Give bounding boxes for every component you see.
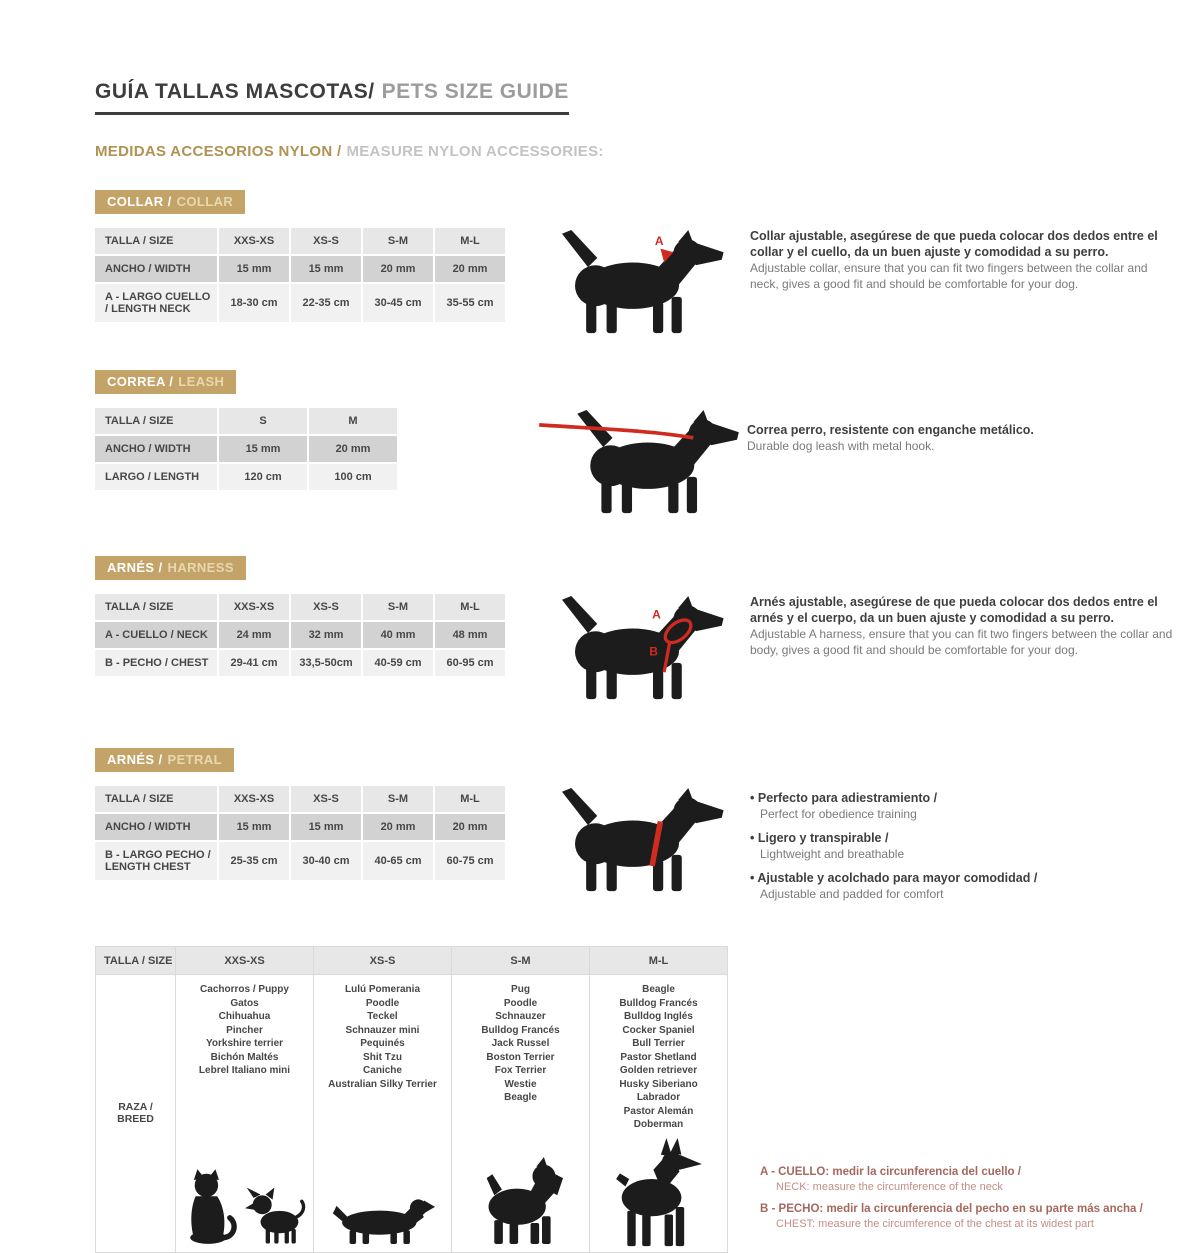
- breed-item: Jack Russel: [491, 1038, 550, 1049]
- cell-value: 15 mm: [219, 436, 307, 462]
- breed-item: Pastor Alemán: [623, 1105, 694, 1117]
- feature-es: • Ajustable y acolchado para mayor comodidad /: [750, 870, 1178, 886]
- harness-description: [750, 592, 1178, 658]
- col-header: XS-S: [291, 786, 361, 812]
- cell-value: 20 mm: [435, 256, 505, 282]
- col-header: M-L: [590, 947, 728, 975]
- col-header: TALLA / SIZE: [95, 594, 217, 620]
- breed-item: Caniche: [363, 1065, 402, 1076]
- section-petral: [95, 748, 1200, 910]
- feature-item: [750, 870, 1178, 902]
- table-row: [95, 650, 505, 676]
- cell-value: 60-75 cm: [435, 842, 505, 880]
- petral-features: [750, 784, 1178, 910]
- breed-item: Poodle: [503, 997, 538, 1009]
- harness-badge: [95, 556, 246, 580]
- row-label: A - LARGO CUELLO / LENGTH NECK: [95, 284, 217, 322]
- harness-badge-es: ARNÉS /: [107, 560, 163, 575]
- table-row: [95, 408, 397, 434]
- collar-badge: [95, 190, 245, 214]
- harness-size-table: [93, 592, 507, 678]
- leash-badge-en: LEASH: [178, 374, 225, 389]
- breeds-row-label: RAZA / BREED: [96, 975, 176, 1253]
- col-header: M-L: [435, 786, 505, 812]
- cell-value: 20 mm: [309, 436, 397, 462]
- breed-item: Pug: [511, 984, 530, 995]
- breed-item: Husky Siberiano: [619, 1078, 698, 1090]
- cell-value: 35-55 cm: [435, 284, 505, 322]
- dog-icon: [556, 788, 724, 892]
- cell-value: 22-35 cm: [291, 284, 361, 322]
- col-header: XS-S: [291, 228, 361, 254]
- breed-item: Bichón Maltés: [210, 1051, 279, 1063]
- chihuahua-icon: [245, 1187, 307, 1245]
- breeds-table: [95, 946, 728, 1253]
- table-row: [95, 284, 505, 322]
- feature-es: • Perfecto para adiestramiento /: [750, 790, 1178, 806]
- note-chest: [760, 1202, 1180, 1232]
- table-row: [95, 786, 505, 812]
- note-chest-es: B - PECHO: medir la circunferencia del pecho en su parte más ancha /: [760, 1202, 1143, 1215]
- cell-value: 30-40 cm: [291, 842, 361, 880]
- cell-value: 20 mm: [363, 814, 433, 840]
- col-header: TALLA / SIZE: [95, 408, 217, 434]
- note-neck-es: A - CUELLO: medir la circunferencia del cuello /: [760, 1165, 1021, 1178]
- breed-item: Doberman: [633, 1119, 684, 1130]
- breed-item: Yorkshire terrier: [205, 1038, 284, 1049]
- cell-value: 15 mm: [291, 814, 361, 840]
- breed-item: Gatos: [230, 997, 259, 1009]
- leash-description-en: Durable dog leash with metal hook.: [747, 439, 935, 453]
- leash-size-table: [93, 406, 399, 492]
- schnauzer-icon: [479, 1157, 563, 1245]
- breed-silhouettes: [592, 1138, 725, 1248]
- breed-list: [592, 983, 725, 1132]
- col-header: TALLA / SIZE: [96, 947, 176, 975]
- feature-es: • Ligero y transpirable /: [750, 830, 1178, 846]
- col-header: XXS-XS: [176, 947, 314, 975]
- col-header: TALLA / SIZE: [95, 228, 217, 254]
- col-header: S: [219, 408, 307, 434]
- row-label: ANCHO / WIDTH: [95, 256, 217, 282]
- col-header: XS-S: [314, 947, 452, 975]
- petral-dog-illustration: [507, 784, 742, 892]
- breed-list: [316, 983, 449, 1091]
- cell-value: 15 mm: [291, 256, 361, 282]
- row-label: ANCHO / WIDTH: [95, 436, 217, 462]
- breed-silhouettes: [454, 1157, 587, 1245]
- section-collar: [95, 190, 1200, 334]
- breed-item: Pastor Shetland: [620, 1051, 697, 1063]
- table-row: [96, 947, 728, 975]
- petral-badge-en: PETRAL: [167, 752, 222, 767]
- col-header: XXS-XS: [219, 786, 289, 812]
- section-leash: [95, 370, 1200, 514]
- dog-icon: [556, 596, 724, 700]
- breed-item: Pincher: [226, 1024, 263, 1036]
- page-subtitle-en: MEASURE NYLON ACCESSORIES:: [346, 143, 604, 160]
- doberman-icon: [611, 1138, 707, 1248]
- dachshund-icon: [331, 1191, 435, 1245]
- note-neck-en: NECK: measure the circumference of the neck: [776, 1180, 1003, 1193]
- leash-badge-es: CORREA /: [107, 374, 174, 389]
- cell-value: 15 mm: [219, 256, 289, 282]
- leash-description: [747, 406, 1175, 454]
- breed-item: Boston Terrier: [486, 1051, 555, 1063]
- breed-item: Cachorros / Puppy: [200, 984, 289, 995]
- col-header: M-L: [435, 228, 505, 254]
- table-row: [95, 622, 505, 648]
- breed-list: [178, 983, 311, 1078]
- cell-value: 20 mm: [435, 814, 505, 840]
- breed-item: Shit Tzu: [363, 1051, 402, 1063]
- cat-icon: [183, 1169, 237, 1245]
- breed-item: Bulldog Inglés: [624, 1011, 693, 1022]
- breed-item: Pequinés: [360, 1038, 405, 1049]
- col-header: M: [309, 408, 397, 434]
- cell-value: 18-30 cm: [219, 284, 289, 322]
- row-label: LARGO / LENGTH: [95, 464, 217, 490]
- breed-item: Schnauzer: [495, 1011, 546, 1022]
- harness-description-en: Adjustable A harness, ensure that you can fit two fingers between the collar and body, gives a good fit and should be comfortable for your dog.: [750, 627, 1173, 657]
- feature-item: [750, 790, 1178, 822]
- page-title-en: PETS SIZE GUIDE: [381, 80, 569, 103]
- cell-value: 120 cm: [219, 464, 307, 490]
- breed-item: Teckel: [367, 1011, 398, 1022]
- feature-item: [750, 830, 1178, 862]
- collar-description: [750, 226, 1178, 292]
- cell-value: 32 mm: [291, 622, 361, 648]
- leash-badge: [95, 370, 236, 394]
- dog-icon: [556, 230, 724, 334]
- cell-value: 29-41 cm: [219, 650, 289, 676]
- breed-silhouettes: [178, 1169, 311, 1245]
- col-header: S-M: [363, 228, 433, 254]
- collar-dog-illustration: [507, 226, 742, 334]
- feature-en: Perfect for obedience training: [760, 807, 917, 821]
- breeds-col-m-l: [590, 975, 728, 1253]
- cell-value: 30-45 cm: [363, 284, 433, 322]
- collar-badge-en: COLLAR: [176, 194, 234, 209]
- feature-en: Lightweight and breathable: [760, 847, 905, 861]
- table-row: [96, 975, 728, 1253]
- col-header: XXS-XS: [219, 228, 289, 254]
- col-header: XXS-XS: [219, 594, 289, 620]
- petral-badge-es: ARNÉS /: [107, 752, 163, 767]
- breed-item: Beagle: [504, 1092, 537, 1103]
- collar-badge-es: COLLAR /: [107, 194, 172, 209]
- petral-badge: [95, 748, 234, 772]
- marker-a-label: A: [654, 233, 664, 248]
- cell-value: 48 mm: [435, 622, 505, 648]
- breeds-col-s-m: [452, 975, 590, 1253]
- col-header: TALLA / SIZE: [95, 786, 217, 812]
- row-label: A - CUELLO / NECK: [95, 622, 217, 648]
- breed-item: Bull Terrier: [632, 1038, 685, 1049]
- petral-size-table: [93, 784, 507, 882]
- harness-badge-en: HARNESS: [167, 560, 234, 575]
- breed-item: Bulldog Francés: [481, 1024, 560, 1036]
- collar-description-en: Adjustable collar, ensure that you can fit two fingers between the collar and neck, gives a good fit and should be comfortable for your dog.: [750, 261, 1148, 291]
- col-header: M-L: [435, 594, 505, 620]
- cell-value: 60-95 cm: [435, 650, 505, 676]
- breed-silhouettes: [316, 1191, 449, 1245]
- leash-line-icon: [539, 425, 693, 438]
- collar-description-es: Collar ajustable, asegúrese de que pueda colocar dos dedos entre el collar y el cuello, da un buen ajuste y comodidad a su perro.: [750, 229, 1158, 259]
- marker-b-label: B: [649, 644, 659, 659]
- table-row: [95, 814, 505, 840]
- col-header: S-M: [452, 947, 590, 975]
- cell-value: 100 cm: [309, 464, 397, 490]
- table-row: [95, 256, 505, 282]
- page-title-es: GUÍA TALLAS MASCOTAS/: [95, 80, 375, 103]
- page-subtitle: [95, 143, 1200, 160]
- section-harness: [95, 556, 1200, 700]
- breed-item: Chihuahua: [218, 1011, 271, 1022]
- cell-value: 40 mm: [363, 622, 433, 648]
- breed-item: Schnauzer mini: [345, 1024, 420, 1036]
- table-row: [95, 436, 397, 462]
- note-chest-en: CHEST: measure the circumference of the chest at its widest part: [776, 1217, 1094, 1230]
- breed-list: [454, 983, 587, 1105]
- breed-item: Australian Silky Terrier: [328, 1078, 437, 1090]
- breed-item: Fox Terrier: [494, 1065, 547, 1076]
- breeds-col-xs-s: [314, 975, 452, 1253]
- breeds-col-xxs-xs: [176, 975, 314, 1253]
- harness-dog-illustration: [507, 592, 742, 700]
- cell-value: 25-35 cm: [219, 842, 289, 880]
- table-row: [95, 228, 505, 254]
- cell-value: 40-65 cm: [363, 842, 433, 880]
- cell-value: 40-59 cm: [363, 650, 433, 676]
- table-row: [95, 594, 505, 620]
- breed-item: Poodle: [365, 997, 400, 1009]
- measuring-notes: [760, 1165, 1180, 1239]
- row-label: B - LARGO PECHO / LENGTH CHEST: [95, 842, 217, 880]
- breed-item: Labrador: [636, 1092, 681, 1103]
- cell-value: 33,5-50cm: [291, 650, 361, 676]
- dog-icon: [539, 410, 739, 514]
- collar-size-table: [93, 226, 507, 324]
- leash-dog-illustration: [399, 406, 739, 514]
- table-row: [95, 464, 397, 490]
- cell-value: 15 mm: [219, 814, 289, 840]
- breed-item: Lulú Pomerania: [344, 984, 420, 995]
- page-subtitle-es: MEDIDAS ACCESORIOS NYLON /: [95, 143, 342, 160]
- breed-item: Golden retriever: [619, 1065, 698, 1076]
- note-neck: [760, 1165, 1180, 1195]
- row-label: ANCHO / WIDTH: [95, 814, 217, 840]
- harness-description-es: Arnés ajustable, asegúrese de que pueda colocar dos dedos entre el arnés y el cuerpo, da un buen ajuste y comodidad a su perro.: [750, 595, 1158, 625]
- col-header: XS-S: [291, 594, 361, 620]
- table-row: [95, 842, 505, 880]
- breed-item: Cocker Spaniel: [622, 1024, 695, 1036]
- marker-a-label: A: [652, 607, 661, 622]
- breed-item: Beagle: [642, 984, 675, 995]
- col-header: S-M: [363, 594, 433, 620]
- breed-item: Bulldog Francés: [619, 997, 698, 1009]
- leash-description-es: Correa perro, resistente con enganche metálico.: [747, 423, 1034, 437]
- row-label: B - PECHO / CHEST: [95, 650, 217, 676]
- feature-en: Adjustable and padded for comfort: [760, 887, 944, 901]
- cell-value: 24 mm: [219, 622, 289, 648]
- breed-item: Lebrel Italiano mini: [198, 1065, 291, 1076]
- breed-item: Westie: [504, 1078, 537, 1090]
- cell-value: 20 mm: [363, 256, 433, 282]
- page-title: [95, 80, 569, 115]
- col-header: S-M: [363, 786, 433, 812]
